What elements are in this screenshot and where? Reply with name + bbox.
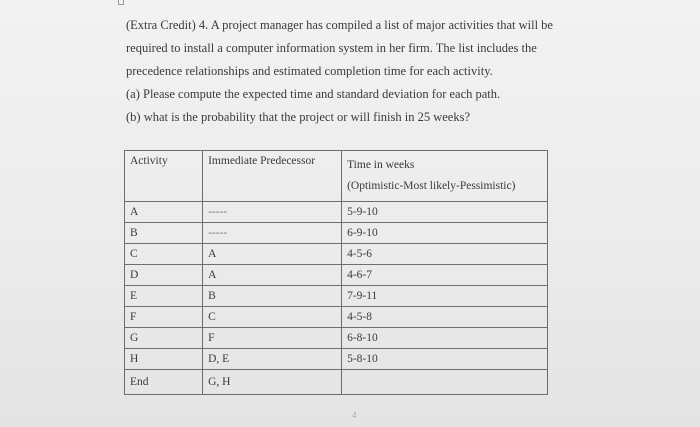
table-row xyxy=(125,286,548,307)
header-time-title: Time in weeks xyxy=(347,159,415,171)
table-row xyxy=(125,370,548,395)
table-row xyxy=(125,328,548,349)
predecessor-cell: A xyxy=(203,265,342,286)
question-line: (Extra Credit) 4. A project manager has compiled a list of major activities that will be xyxy=(126,18,553,32)
table-row xyxy=(125,223,548,244)
table-header-row xyxy=(125,151,548,202)
table-row xyxy=(125,202,548,223)
activity-cell: C xyxy=(125,244,203,265)
question-line: required to install a computer information system in her firm. The list includes the xyxy=(126,41,537,55)
predecessor-cell: ----- xyxy=(203,202,342,223)
predecessor-cell: F xyxy=(203,328,342,349)
time-cell xyxy=(342,370,548,395)
predecessor-cell: ----- xyxy=(203,223,342,244)
activity-cell: B xyxy=(125,223,203,244)
header-predecessor: Immediate Predecessor xyxy=(203,151,342,202)
page-corner-mark xyxy=(118,0,124,5)
question-text xyxy=(126,14,576,129)
question-line: precedence relationships and estimated completion time for each activity. xyxy=(126,64,493,78)
table-row xyxy=(125,307,548,328)
activity-cell: A xyxy=(125,202,203,223)
activity-cell: G xyxy=(125,328,203,349)
header-activity: Activity xyxy=(125,151,203,202)
header-time-subtitle: (Optimistic-Most likely-Pessimistic) xyxy=(347,180,516,192)
time-cell: 6-8-10 xyxy=(342,328,548,349)
predecessor-cell: A xyxy=(203,244,342,265)
activity-cell: H xyxy=(125,349,203,370)
time-cell: 4-5-6 xyxy=(342,244,548,265)
time-cell: 7-9-11 xyxy=(342,286,548,307)
activity-table xyxy=(124,150,548,398)
header-time xyxy=(342,151,548,202)
activity-cell: D xyxy=(125,265,203,286)
time-cell: 5-9-10 xyxy=(342,202,548,223)
page-number: 4 xyxy=(352,410,357,420)
predecessor-cell: B xyxy=(203,286,342,307)
activity-cell: E xyxy=(125,286,203,307)
predecessor-cell: D, E xyxy=(203,349,342,370)
table-row xyxy=(125,349,548,370)
time-cell: 5-8-10 xyxy=(342,349,548,370)
question-line: (b) what is the probability that the project or will finish in 25 weeks? xyxy=(126,110,471,124)
predecessor-cell: C xyxy=(203,307,342,328)
time-cell: 4-6-7 xyxy=(342,265,548,286)
time-cell: 4-5-8 xyxy=(342,307,548,328)
predecessor-cell: G, H xyxy=(203,370,342,395)
activity-cell: F xyxy=(125,307,203,328)
table-row xyxy=(125,265,548,286)
time-cell: 6-9-10 xyxy=(342,223,548,244)
question-line: (a) Please compute the expected time and standard deviation for each path. xyxy=(126,87,501,101)
table-row xyxy=(125,244,548,265)
activity-cell: End xyxy=(125,370,203,395)
